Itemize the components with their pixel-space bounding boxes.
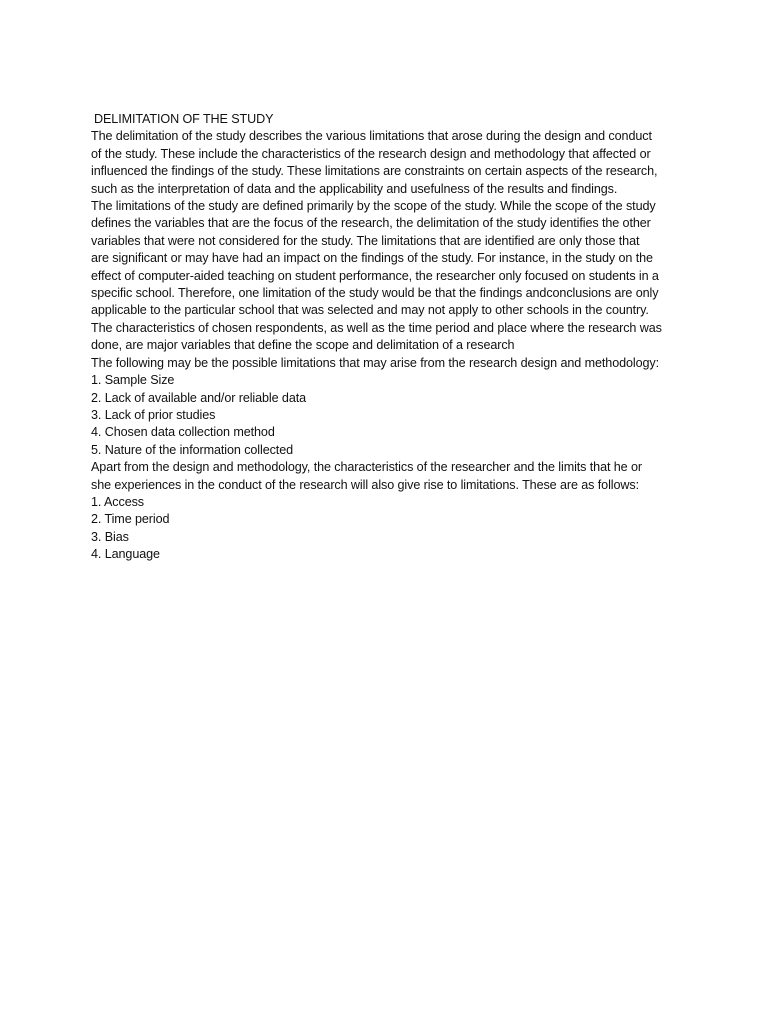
list-item: 5. Nature of the information collected — [91, 442, 294, 457]
text-line: she experiences in the conduct of the research will also give rise to limitations. These are as follows: — [91, 477, 639, 492]
text-line: of the study. These include the characteristics of the research design and methodology that affected or — [91, 146, 651, 161]
text-line: Apart from the design and methodology, the characteristics of the researcher and the limits that he or — [91, 460, 642, 475]
text-line: variables that were not considered for the study. The limitations that are identified are only those that — [91, 233, 640, 248]
list-item: 2. Time period — [91, 512, 170, 527]
text-line: defines the variables that are the focus of the research, the delimitation of the study identifies the other — [91, 216, 651, 231]
document-title: DELIMITATION OF THE STUDY — [94, 112, 274, 126]
text-line: specific school. Therefore, one limitation of the study would be that the findings andconclusions are only — [91, 286, 659, 301]
text-line: The following may be the possible limitations that may arise from the research design and methodology: — [91, 355, 660, 370]
text-line: such as the interpretation of data and the applicability and usefulness of the results and findings. — [91, 181, 618, 196]
text-line: The delimitation of the study describes the various limitations that arose during the design and conduct — [91, 129, 652, 144]
text-line: done, are major variables that define the scope and delimitation of a research — [91, 338, 515, 353]
text-line: The limitations of the study are defined primarily by the scope of the study. While the scope of the study — [91, 199, 656, 214]
text-line: The characteristics of chosen respondents, as well as the time period and place where the research was — [91, 320, 662, 335]
text-line: are significant or may have had an impact on the findings of the study. For instance, in the study on the — [91, 251, 653, 266]
list-item: 4. Chosen data collection method — [91, 425, 275, 440]
text-line: influenced the findings of the study. These limitations are constraints on certain aspects of the research, — [91, 164, 658, 179]
list-item: 4. Language — [91, 547, 160, 562]
list-item: 1. Access — [91, 494, 144, 509]
list-item: 2. Lack of available and/or reliable data — [91, 390, 307, 405]
text-line: applicable to the particular school that was selected and may not apply to other schools in the country. — [91, 303, 649, 318]
list-item: 1. Sample Size — [91, 373, 175, 388]
document-page — [91, 111, 687, 564]
list-item: 3. Lack of prior studies — [91, 407, 216, 422]
list-item: 3. Bias — [91, 529, 129, 544]
text-line: effect of computer-aided teaching on student performance, the researcher only focused on students in a — [91, 268, 659, 283]
